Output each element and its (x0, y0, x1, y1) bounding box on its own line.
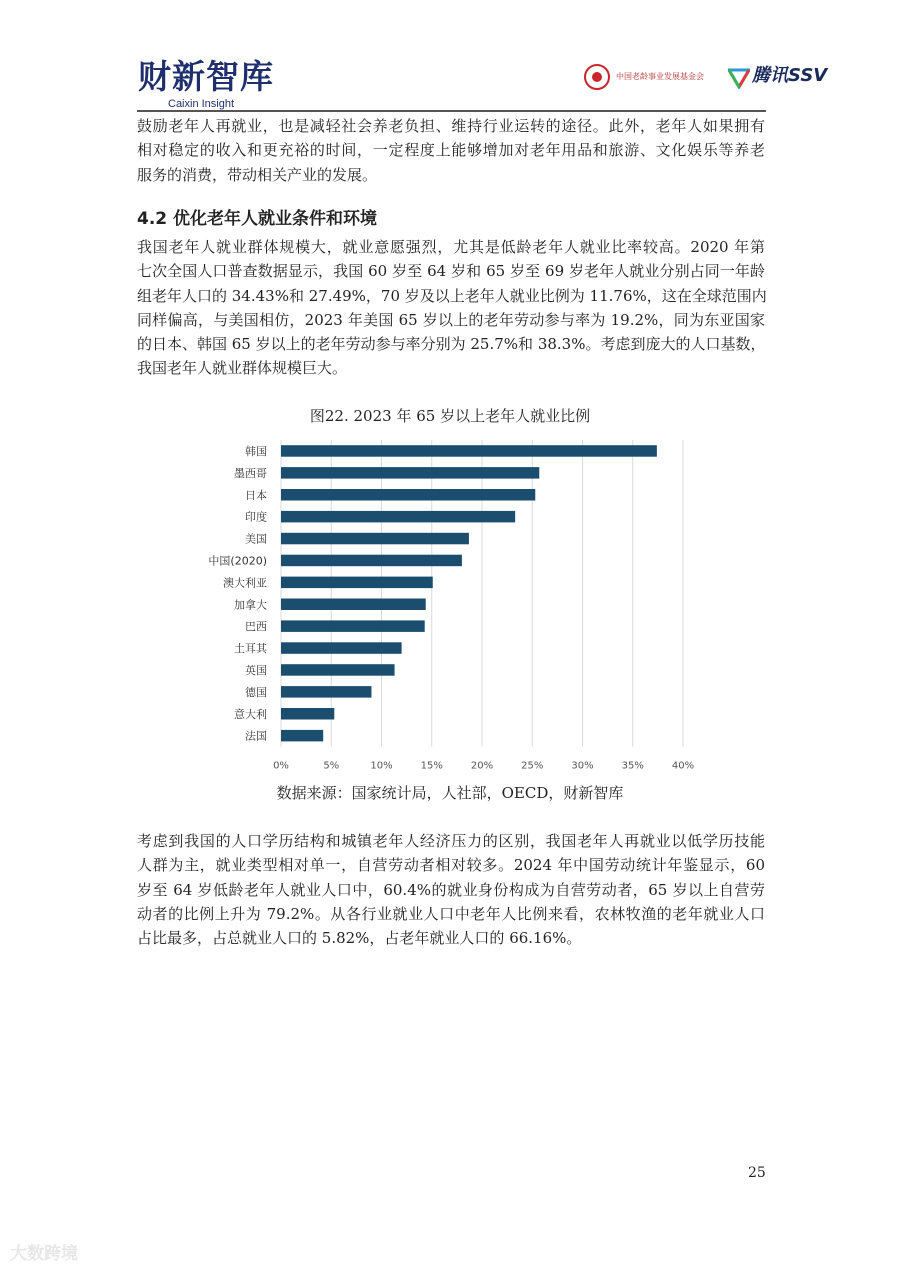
x-tick-label: 10% (370, 760, 393, 772)
bar-chart (200, 435, 700, 780)
y-tick-label: 澳大利亚 (223, 576, 267, 590)
y-tick-label: 印度 (245, 510, 267, 524)
y-tick-label: 加拿大 (234, 598, 267, 612)
paragraph-1 (137, 114, 765, 187)
text-line: 岁至 64 岁低龄老年人就业人口中，60.4%的就业身份构成为自营劳动者，65 岁以上自营劳 (137, 880, 765, 899)
bar-12 (281, 708, 334, 720)
text-line: 组老年人口的 34.43%和 27.49%，70 岁及以上老年人就业比例为 11.76%，这在全球范围内 (137, 286, 767, 305)
y-tick-label: 墨西哥 (234, 466, 267, 480)
text-line: 我国老年人就业群体规模巨大。 (137, 359, 348, 378)
bar-1 (281, 467, 539, 479)
x-tick-label: 25% (521, 760, 544, 772)
tencent-ssv-logo: 腾讯SSV (752, 65, 828, 86)
y-tick-label: 美国 (245, 532, 267, 546)
x-tick-label: 30% (571, 760, 594, 772)
bar-13 (281, 730, 323, 742)
bar-6 (281, 577, 433, 589)
y-tick-label: 英国 (245, 663, 267, 677)
x-tick-label: 5% (323, 760, 340, 772)
text-line: 的日本、韩国 65 岁以上的老年劳动参与率分别为 25.7%和 38.3%。考虑到庞大的人口基数， (137, 335, 766, 354)
bar-0 (281, 445, 657, 457)
x-tick-label: 40% (671, 760, 695, 772)
text-line: 相对稳定的收入和更充裕的时间，一定程度上能够增加对老年用品和旅游、文化娱乐等养老 (137, 141, 765, 160)
caixin-logo: 财新智库 (138, 57, 274, 96)
bar-11 (281, 686, 371, 698)
y-tick-label: 法国 (245, 729, 267, 743)
x-tick-label: 0% (273, 760, 289, 772)
bar-10 (281, 664, 395, 676)
tencent-ssv-icon (728, 67, 750, 89)
y-tick-label: 意大利 (234, 707, 267, 721)
y-tick-label: 巴西 (245, 620, 267, 634)
text-line: 考虑到我国的人口学历结构和城镇老年人经济压力的区别，我国老年人再就业以低学历技能 (137, 832, 765, 850)
y-tick-label: 中国(2020) (208, 554, 267, 568)
x-tick-label: 35% (621, 760, 644, 772)
bar-2 (281, 489, 535, 501)
text-line: 人群为主，就业类型相对单一，自营劳动者相对较多。2024 年中国劳动统计年鉴显示，60 (137, 856, 765, 875)
chart-title: 图22. 2023 年 65 岁以上老年人就业比例 (309, 407, 591, 425)
y-tick-label: 德国 (245, 685, 267, 699)
section-heading: 4.2 优化老年人就业条件和环境 (137, 209, 378, 229)
bar-4 (281, 533, 469, 545)
chart-source: 数据来源：国家统计局，人社部，OECD，财新智库 (276, 784, 624, 802)
x-tick-label: 15% (420, 760, 443, 772)
paragraph-2 (137, 235, 765, 381)
text-line: 我国老年人就业群体规模大，就业意愿强烈，尤其是低龄老年人就业比率较高。2020 年第 (137, 238, 765, 256)
foundation-name: 中国老龄事业发展基金会 (616, 72, 704, 81)
bar-9 (281, 642, 402, 654)
bar-8 (281, 620, 425, 632)
text-line: 七次全国人口普查数据显示，我国 60 岁至 64 岁和 65 岁至 69 岁老年人就业分别占同一年龄 (137, 262, 765, 281)
text-line: 同样偏高，与美国相仿，2023 年美国 65 岁以上的老年劳动参与率为 19.2%，同为东亚国家 (137, 310, 765, 329)
text-line: 占比最多，占总就业人口的 5.82%，占老年就业人口的 66.16%。 (137, 929, 582, 948)
watermark: 大数跨境 (10, 1244, 78, 1264)
text-line: 服务的消费，带动相关产业的发展。 (137, 165, 378, 184)
x-tick-label: 20% (470, 760, 494, 772)
y-tick-label: 韩国 (245, 444, 267, 458)
header-divider (137, 110, 766, 112)
page-number: 25 (748, 1165, 766, 1181)
bar-5 (281, 555, 462, 567)
text-line: 鼓励老年人再就业，也是减轻社会养老负担、维持行业运转的途径。此外，老年人如果拥有 (137, 117, 765, 135)
y-tick-label: 土耳其 (234, 642, 267, 656)
foundation-seal-icon (584, 64, 610, 90)
y-tick-label: 日本 (245, 488, 267, 502)
bar-3 (281, 511, 515, 523)
bar-7 (281, 599, 426, 611)
caixin-logo-en: Caixin Insight (168, 98, 235, 110)
paragraph-3 (137, 829, 765, 950)
text-line: 动者的比例上升为 79.2%。从各行业就业人口中老年人比例来看，农林牧渔的老年就业人口 (137, 904, 765, 923)
